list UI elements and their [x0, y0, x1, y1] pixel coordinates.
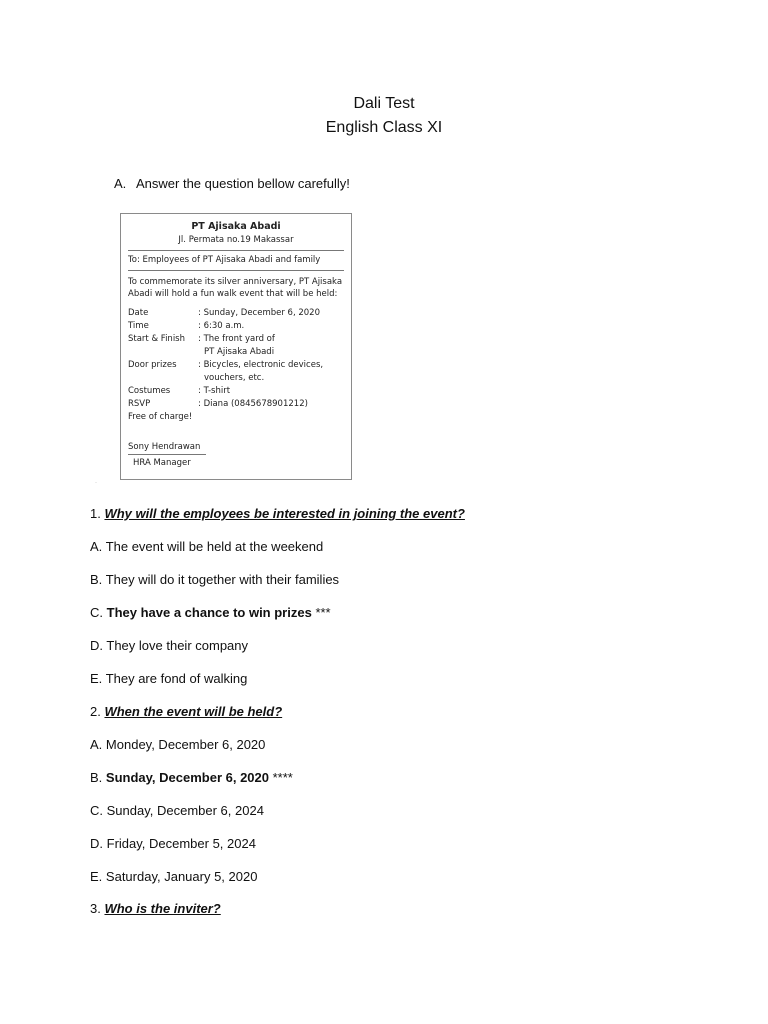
notice-row-key [128, 346, 198, 359]
option-text: They will do it together with their families [105, 572, 340, 587]
option-letter: C. [90, 803, 103, 818]
notice-row [128, 320, 323, 333]
option-text: They love their company [106, 638, 249, 653]
notice-signer: Sony Hendrawan [128, 442, 206, 455]
notice-row [128, 359, 323, 372]
notice-recipient: To: Employees of PT Ajisaka Abadi and family [128, 255, 344, 271]
notice-row [128, 333, 323, 346]
answer-option [90, 869, 257, 884]
question-number: 3. [90, 901, 101, 916]
notice-address: Jl. Permata no.19 Makassar [128, 235, 344, 251]
question-1 [90, 506, 465, 521]
option-letter: A. [90, 737, 103, 752]
instruction-text: Answer the question bellow carefully! [136, 176, 350, 191]
question-text: Who is the inviter? [104, 901, 221, 916]
notice-signature [128, 442, 206, 468]
notice-intro-line-1: To commemorate its silver anniversary, PT Ajisaka [128, 277, 343, 287]
notice-row-value: vouchers, etc. [204, 373, 265, 383]
option-text: Friday, December 5, 2024 [106, 836, 256, 851]
answer-option [90, 638, 248, 653]
notice-intro-line-2: Abadi will hold a fun walk event that will be held: [128, 289, 338, 299]
option-letter: D. [90, 836, 103, 851]
notice-row-key: Date [128, 308, 149, 318]
notice-row [128, 307, 323, 320]
answer-option [90, 737, 265, 752]
answer-option [90, 803, 264, 818]
notice-row [128, 346, 323, 359]
option-letter: C. [90, 605, 103, 620]
notice-row-key: Door prizes [128, 360, 177, 370]
option-text: They have a chance to win prizes [106, 605, 312, 620]
notice-row-value: : Sunday, December 6, 2020 [198, 308, 320, 318]
notice-row-value: : T-shirt [198, 386, 231, 396]
notice-company: PT Ajisaka Abadi [191, 221, 281, 232]
notice-intro [128, 276, 344, 300]
correct-answer-mark: **** [272, 770, 293, 785]
notice-row-value: : 6:30 a.m. [198, 321, 245, 331]
answer-option-correct [90, 770, 293, 785]
answer-option [90, 539, 323, 554]
notice-image [120, 213, 352, 480]
section-instruction [114, 176, 350, 191]
question-3 [90, 901, 221, 916]
question-2 [90, 704, 282, 719]
option-letter: B. [90, 770, 103, 785]
notice-row-value: : Bicycles, electronic devices, [198, 360, 324, 370]
stray-mark: · [95, 480, 97, 486]
notice-details [128, 307, 323, 411]
option-text: Sunday, December 6, 2020 [105, 770, 269, 785]
section-letter: A. [114, 176, 127, 191]
notice-row-key: Costumes [128, 386, 171, 396]
notice-free-note: Free of charge! [128, 412, 193, 422]
option-letter: E. [90, 671, 103, 686]
option-text: Saturday, January 5, 2020 [105, 869, 258, 884]
option-letter: B. [90, 572, 103, 587]
answer-option [90, 572, 339, 587]
option-text: Sunday, December 6, 2024 [106, 803, 264, 818]
option-letter: E. [90, 869, 103, 884]
notice-row-key [128, 372, 198, 385]
notice-row [128, 398, 323, 411]
answer-option [90, 836, 256, 851]
notice-row-key: RSVP [128, 399, 151, 409]
question-number: 1. [90, 506, 101, 521]
document-title [0, 92, 768, 140]
option-letter: D. [90, 638, 103, 653]
notice-row-value: : The front yard of [198, 334, 275, 344]
answer-option [90, 671, 247, 686]
option-text: They are fond of walking [105, 671, 248, 686]
notice-row-value: PT Ajisaka Abadi [204, 347, 275, 357]
notice-signer-role: HRA Manager [133, 458, 191, 468]
notice-row-key: Start & Finish [128, 334, 185, 344]
notice-row [128, 372, 323, 385]
notice-row-value: : Diana (0845678901212) [198, 399, 308, 409]
answer-option-correct [90, 605, 331, 620]
question-text: When the event will be held? [104, 704, 283, 719]
title-line-2: English Class XI [325, 119, 443, 136]
option-letter: A. [90, 539, 103, 554]
option-text: The event will be held at the weekend [105, 539, 324, 554]
notice-row-key: Time [128, 321, 149, 331]
title-line-1: Dali Test [353, 95, 415, 112]
question-number: 2. [90, 704, 101, 719]
option-text: Mondey, December 6, 2020 [105, 737, 266, 752]
correct-answer-mark: *** [315, 605, 331, 620]
question-text: Why will the employees be interested in joining the event? [104, 506, 465, 521]
notice-row [128, 385, 323, 398]
